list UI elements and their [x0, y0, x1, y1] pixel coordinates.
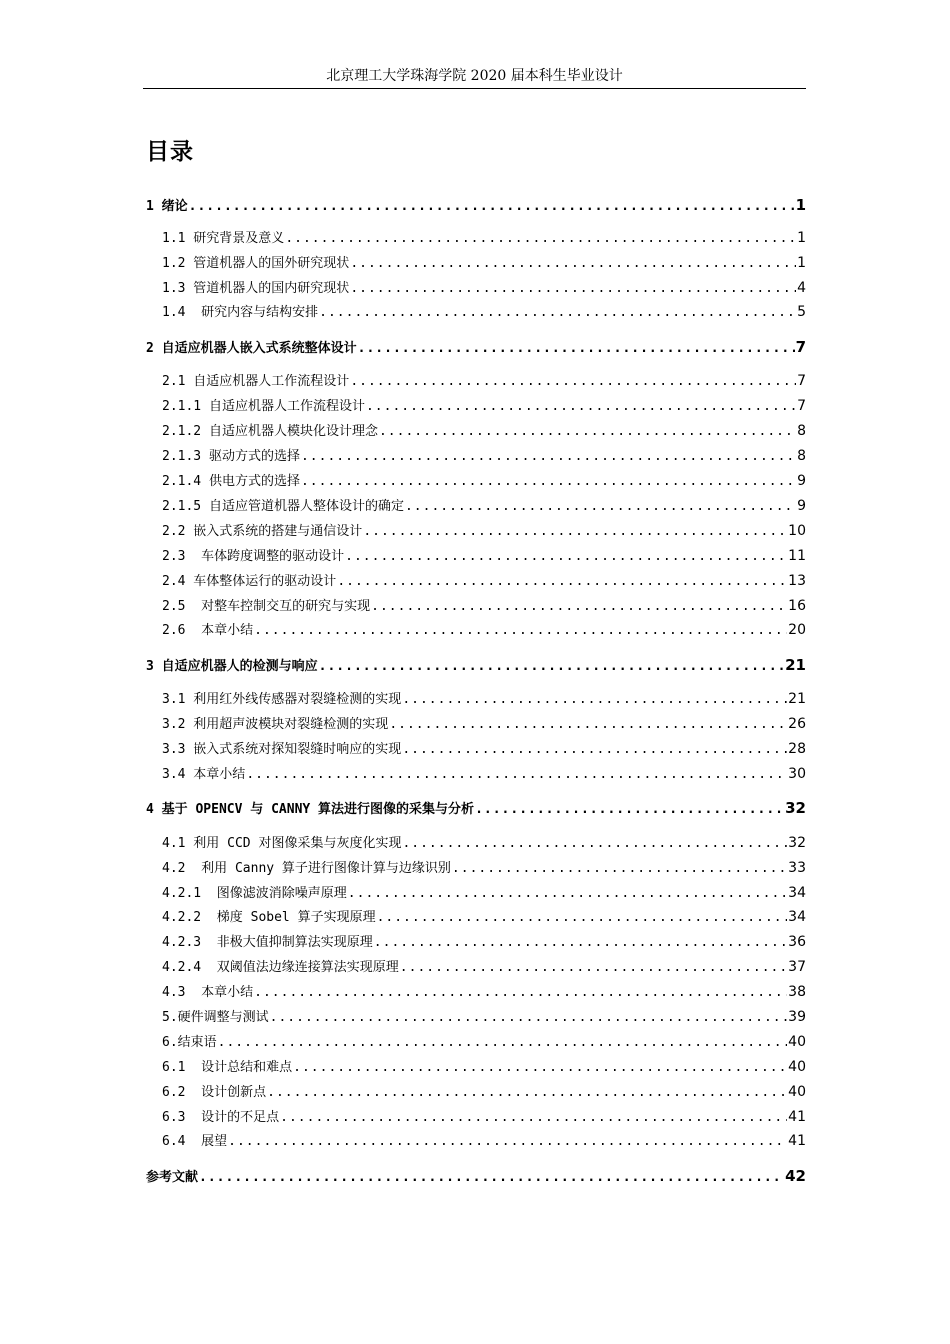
- toc-dot-leader: [189, 196, 795, 218]
- toc-dot-leader: [371, 596, 787, 618]
- toc-dot-leader: [405, 496, 796, 518]
- toc-entry-label: 3.2 利用超声波模块对裂缝检测的实现: [162, 717, 389, 732]
- toc-dot-leader: [218, 1032, 788, 1054]
- toc-dot-leader: [400, 957, 787, 979]
- toc-page-number: 41: [788, 1133, 806, 1149]
- toc-entry-label: 2.5 对整车控制交互的研究与实现: [162, 599, 371, 614]
- toc-page-number: 9: [797, 473, 806, 489]
- toc-section-entry[interactable]: [162, 545, 806, 567]
- toc-page-number: 16: [788, 598, 806, 614]
- page-header: 北京理工大学珠海学院 2020 届本科生毕业设计: [326, 68, 623, 84]
- toc-section-entry[interactable]: [162, 931, 806, 953]
- toc-page-number: 1: [797, 255, 806, 271]
- toc-entry-label: 2.4 车体整体运行的驱动设计: [162, 574, 337, 589]
- toc-section-entry[interactable]: [162, 277, 806, 299]
- toc-section-entry[interactable]: [162, 1130, 806, 1152]
- toc-page-number: 32: [785, 799, 806, 817]
- toc-dot-leader: [301, 446, 796, 468]
- toc-page-number: 26: [788, 716, 806, 732]
- toc-page-number: 28: [788, 741, 806, 757]
- toc-page-number: 21: [785, 656, 806, 674]
- toc-entry-label: 4.2 利用 Canny 算子进行图像计算与边缘识别: [162, 861, 451, 876]
- toc-entry-label: 2.1.5 自适应管道机器人整体设计的确定: [162, 499, 404, 514]
- toc-entry-label: 5.硬件调整与测试: [162, 1010, 269, 1025]
- toc-dot-leader: [246, 764, 787, 786]
- toc-page-number: 36: [788, 934, 806, 950]
- toc-entry-label: 参考文献: [146, 1170, 199, 1185]
- toc-entry-label: 4.2.2 梯度 Sobel 算子实现原理: [162, 910, 376, 925]
- toc-page-number: 8: [797, 423, 806, 439]
- toc-section-entry[interactable]: [162, 595, 806, 617]
- toc-dot-leader: [267, 1082, 787, 1104]
- toc-page-number: 4: [797, 280, 806, 296]
- toc-dot-leader: [345, 546, 787, 568]
- toc-page-number: 9: [797, 498, 806, 514]
- toc-entry-label: 1.2 管道机器人的国外研究现状: [162, 256, 350, 271]
- toc-dot-leader: [280, 1107, 787, 1129]
- toc-title: 目录: [146, 139, 194, 165]
- toc-dot-leader: [199, 1167, 784, 1189]
- toc-dot-leader: [402, 739, 787, 761]
- header-rule: [143, 88, 806, 89]
- toc-dot-leader: [337, 571, 787, 593]
- toc-entry-label: 4.2.3 非极大值抑制算法实现原理: [162, 935, 373, 950]
- toc-section-entry[interactable]: [162, 395, 806, 417]
- toc-page-number: 30: [788, 766, 806, 782]
- toc-entry-label: 3.3 嵌入式系统对探知裂缝时响应的实现: [162, 742, 402, 757]
- toc-entry-label: 1 绪论: [146, 199, 188, 214]
- toc-dot-leader: [374, 932, 787, 954]
- toc-dot-leader: [270, 1007, 788, 1029]
- toc-dot-leader: [389, 714, 787, 736]
- toc-entry-label: 6.2 设计创新点: [162, 1085, 267, 1100]
- toc-section-entry[interactable]: [162, 713, 806, 735]
- toc-dot-leader: [293, 1057, 787, 1079]
- toc-section-entry[interactable]: [162, 1006, 806, 1028]
- toc-dot-leader: [350, 253, 796, 275]
- toc-page-number: 33: [788, 860, 806, 876]
- toc-entry-label: 3 自适应机器人的检测与响应: [146, 659, 318, 674]
- toc-page-number: 40: [788, 1059, 806, 1075]
- toc-entry-label: 2.1.1 自适应机器人工作流程设计: [162, 399, 365, 414]
- toc-chapter-entry[interactable]: [146, 194, 806, 216]
- toc-page-number: 21: [788, 691, 806, 707]
- toc-page-number: 5: [797, 304, 806, 320]
- toc-section-entry[interactable]: [162, 445, 806, 467]
- toc-section-entry[interactable]: [162, 520, 806, 542]
- toc-section-entry[interactable]: [162, 738, 806, 760]
- toc-dot-leader: [301, 471, 796, 493]
- toc-dot-leader: [350, 371, 796, 393]
- toc-entry-label: 4 基于 OPENCV 与 CANNY 算法进行图像的采集与分析: [146, 802, 475, 817]
- toc-section-entry[interactable]: [162, 420, 806, 442]
- toc-section-entry[interactable]: [162, 570, 806, 592]
- toc-page-number: 1: [797, 230, 806, 246]
- toc-entry-label: 2.1 自适应机器人工作流程设计: [162, 374, 350, 389]
- toc-section-entry[interactable]: [162, 1031, 806, 1053]
- toc-entry-label: 2.1.4 供电方式的选择: [162, 474, 300, 489]
- toc-entry-label: 3.4 本章小结: [162, 767, 246, 782]
- toc-dot-leader: [348, 883, 787, 905]
- toc-section-entry[interactable]: [162, 956, 806, 978]
- toc-section-entry[interactable]: [162, 763, 806, 785]
- toc-section-entry[interactable]: [162, 857, 806, 879]
- toc-dot-leader: [254, 982, 787, 1004]
- toc-page-number: 8: [797, 448, 806, 464]
- toc-section-entry[interactable]: [162, 252, 806, 274]
- toc-section-entry[interactable]: [162, 470, 806, 492]
- toc-page-number: 39: [788, 1009, 806, 1025]
- toc-dot-leader: [377, 907, 788, 929]
- toc-section-entry[interactable]: [162, 832, 806, 854]
- toc-page-number: 42: [785, 1167, 806, 1185]
- toc-section-entry[interactable]: [162, 688, 806, 710]
- toc-section-entry[interactable]: [162, 1056, 806, 1078]
- toc-dot-leader: [366, 396, 796, 418]
- toc-entry-label: 6.4 展望: [162, 1134, 228, 1149]
- toc-chapter-entry[interactable]: [146, 1165, 806, 1187]
- toc-section-entry[interactable]: [162, 981, 806, 1003]
- toc-page-number: 32: [788, 835, 806, 851]
- toc-dot-leader: [379, 421, 796, 443]
- toc-page-number: 20: [788, 622, 806, 638]
- toc-section-entry[interactable]: [162, 301, 806, 323]
- toc-section-entry[interactable]: [162, 619, 806, 641]
- toc-entry-label: 2.2 嵌入式系统的搭建与通信设计: [162, 524, 363, 539]
- toc-page-number: 40: [788, 1084, 806, 1100]
- toc-dot-leader: [452, 858, 787, 880]
- toc-section-entry[interactable]: [162, 1106, 806, 1128]
- toc-page-number: 10: [788, 523, 806, 539]
- toc-page-number: 13: [788, 573, 806, 589]
- toc-section-entry[interactable]: [162, 495, 806, 517]
- toc-entry-label: 2 自适应机器人嵌入式系统整体设计: [146, 341, 357, 356]
- toc-chapter-entry[interactable]: [146, 797, 806, 819]
- toc-dot-leader: [358, 338, 795, 360]
- toc-dot-leader: [319, 302, 796, 324]
- toc-entry-label: 2.3 车体跨度调整的驱动设计: [162, 549, 345, 564]
- toc-entry-label: 6.1 设计总结和难点: [162, 1060, 293, 1075]
- toc-page-number: 7: [797, 398, 806, 414]
- toc-entry-label: 4.2.4 双阈值法边缘连接算法实现原理: [162, 960, 399, 975]
- toc-chapter-entry[interactable]: [146, 336, 806, 358]
- toc-entry-label: 6.3 设计的不足点: [162, 1110, 280, 1125]
- toc-page-number: 40: [788, 1034, 806, 1050]
- toc-page-number: 7: [797, 373, 806, 389]
- toc-page-number: 38: [788, 984, 806, 1000]
- toc-entry-label: 1.3 管道机器人的国内研究现状: [162, 281, 350, 296]
- toc-dot-leader: [228, 1131, 787, 1153]
- toc-chapter-entry[interactable]: [146, 654, 806, 676]
- toc-page-number: 37: [788, 959, 806, 975]
- toc-entry-label: 1.1 研究背景及意义: [162, 231, 285, 246]
- toc-entry-label: 2.1.3 驱动方式的选择: [162, 449, 300, 464]
- toc-entry-label: 4.2.1 图像滤波消除噪声原理: [162, 886, 347, 901]
- toc-section-entry[interactable]: [162, 906, 806, 928]
- toc-page-number: 1: [795, 196, 806, 214]
- toc-section-entry[interactable]: [162, 370, 806, 392]
- toc-page-number: 34: [788, 909, 806, 925]
- toc-dot-leader: [319, 656, 784, 678]
- toc-entry-label: 1.4 研究内容与结构安排: [162, 305, 319, 320]
- toc-dot-leader: [402, 689, 787, 711]
- toc-page-number: 11: [788, 548, 806, 564]
- toc-section-entry[interactable]: [162, 1081, 806, 1103]
- toc-page-number: 41: [788, 1109, 806, 1125]
- toc-entry-label: 2.6 本章小结: [162, 623, 254, 638]
- toc-entry-label: 4.3 本章小结: [162, 985, 254, 1000]
- toc-dot-leader: [475, 799, 784, 821]
- toc-dot-leader: [402, 833, 787, 855]
- toc-section-entry[interactable]: [162, 882, 806, 904]
- toc-dot-leader: [350, 278, 796, 300]
- toc-dot-leader: [254, 620, 787, 642]
- toc-page-number: 7: [795, 338, 806, 356]
- toc-section-entry[interactable]: [162, 227, 806, 249]
- toc-entry-label: 6.结束语: [162, 1035, 217, 1050]
- toc-entry-label: 3.1 利用红外线传感器对裂缝检测的实现: [162, 692, 402, 707]
- toc-entry-label: 2.1.2 自适应机器人模块化设计理念: [162, 424, 378, 439]
- toc-page-number: 34: [788, 885, 806, 901]
- toc-dot-leader: [285, 228, 796, 250]
- toc-dot-leader: [363, 521, 787, 543]
- toc-entry-label: 4.1 利用 CCD 对图像采集与灰度化实现: [162, 836, 402, 851]
